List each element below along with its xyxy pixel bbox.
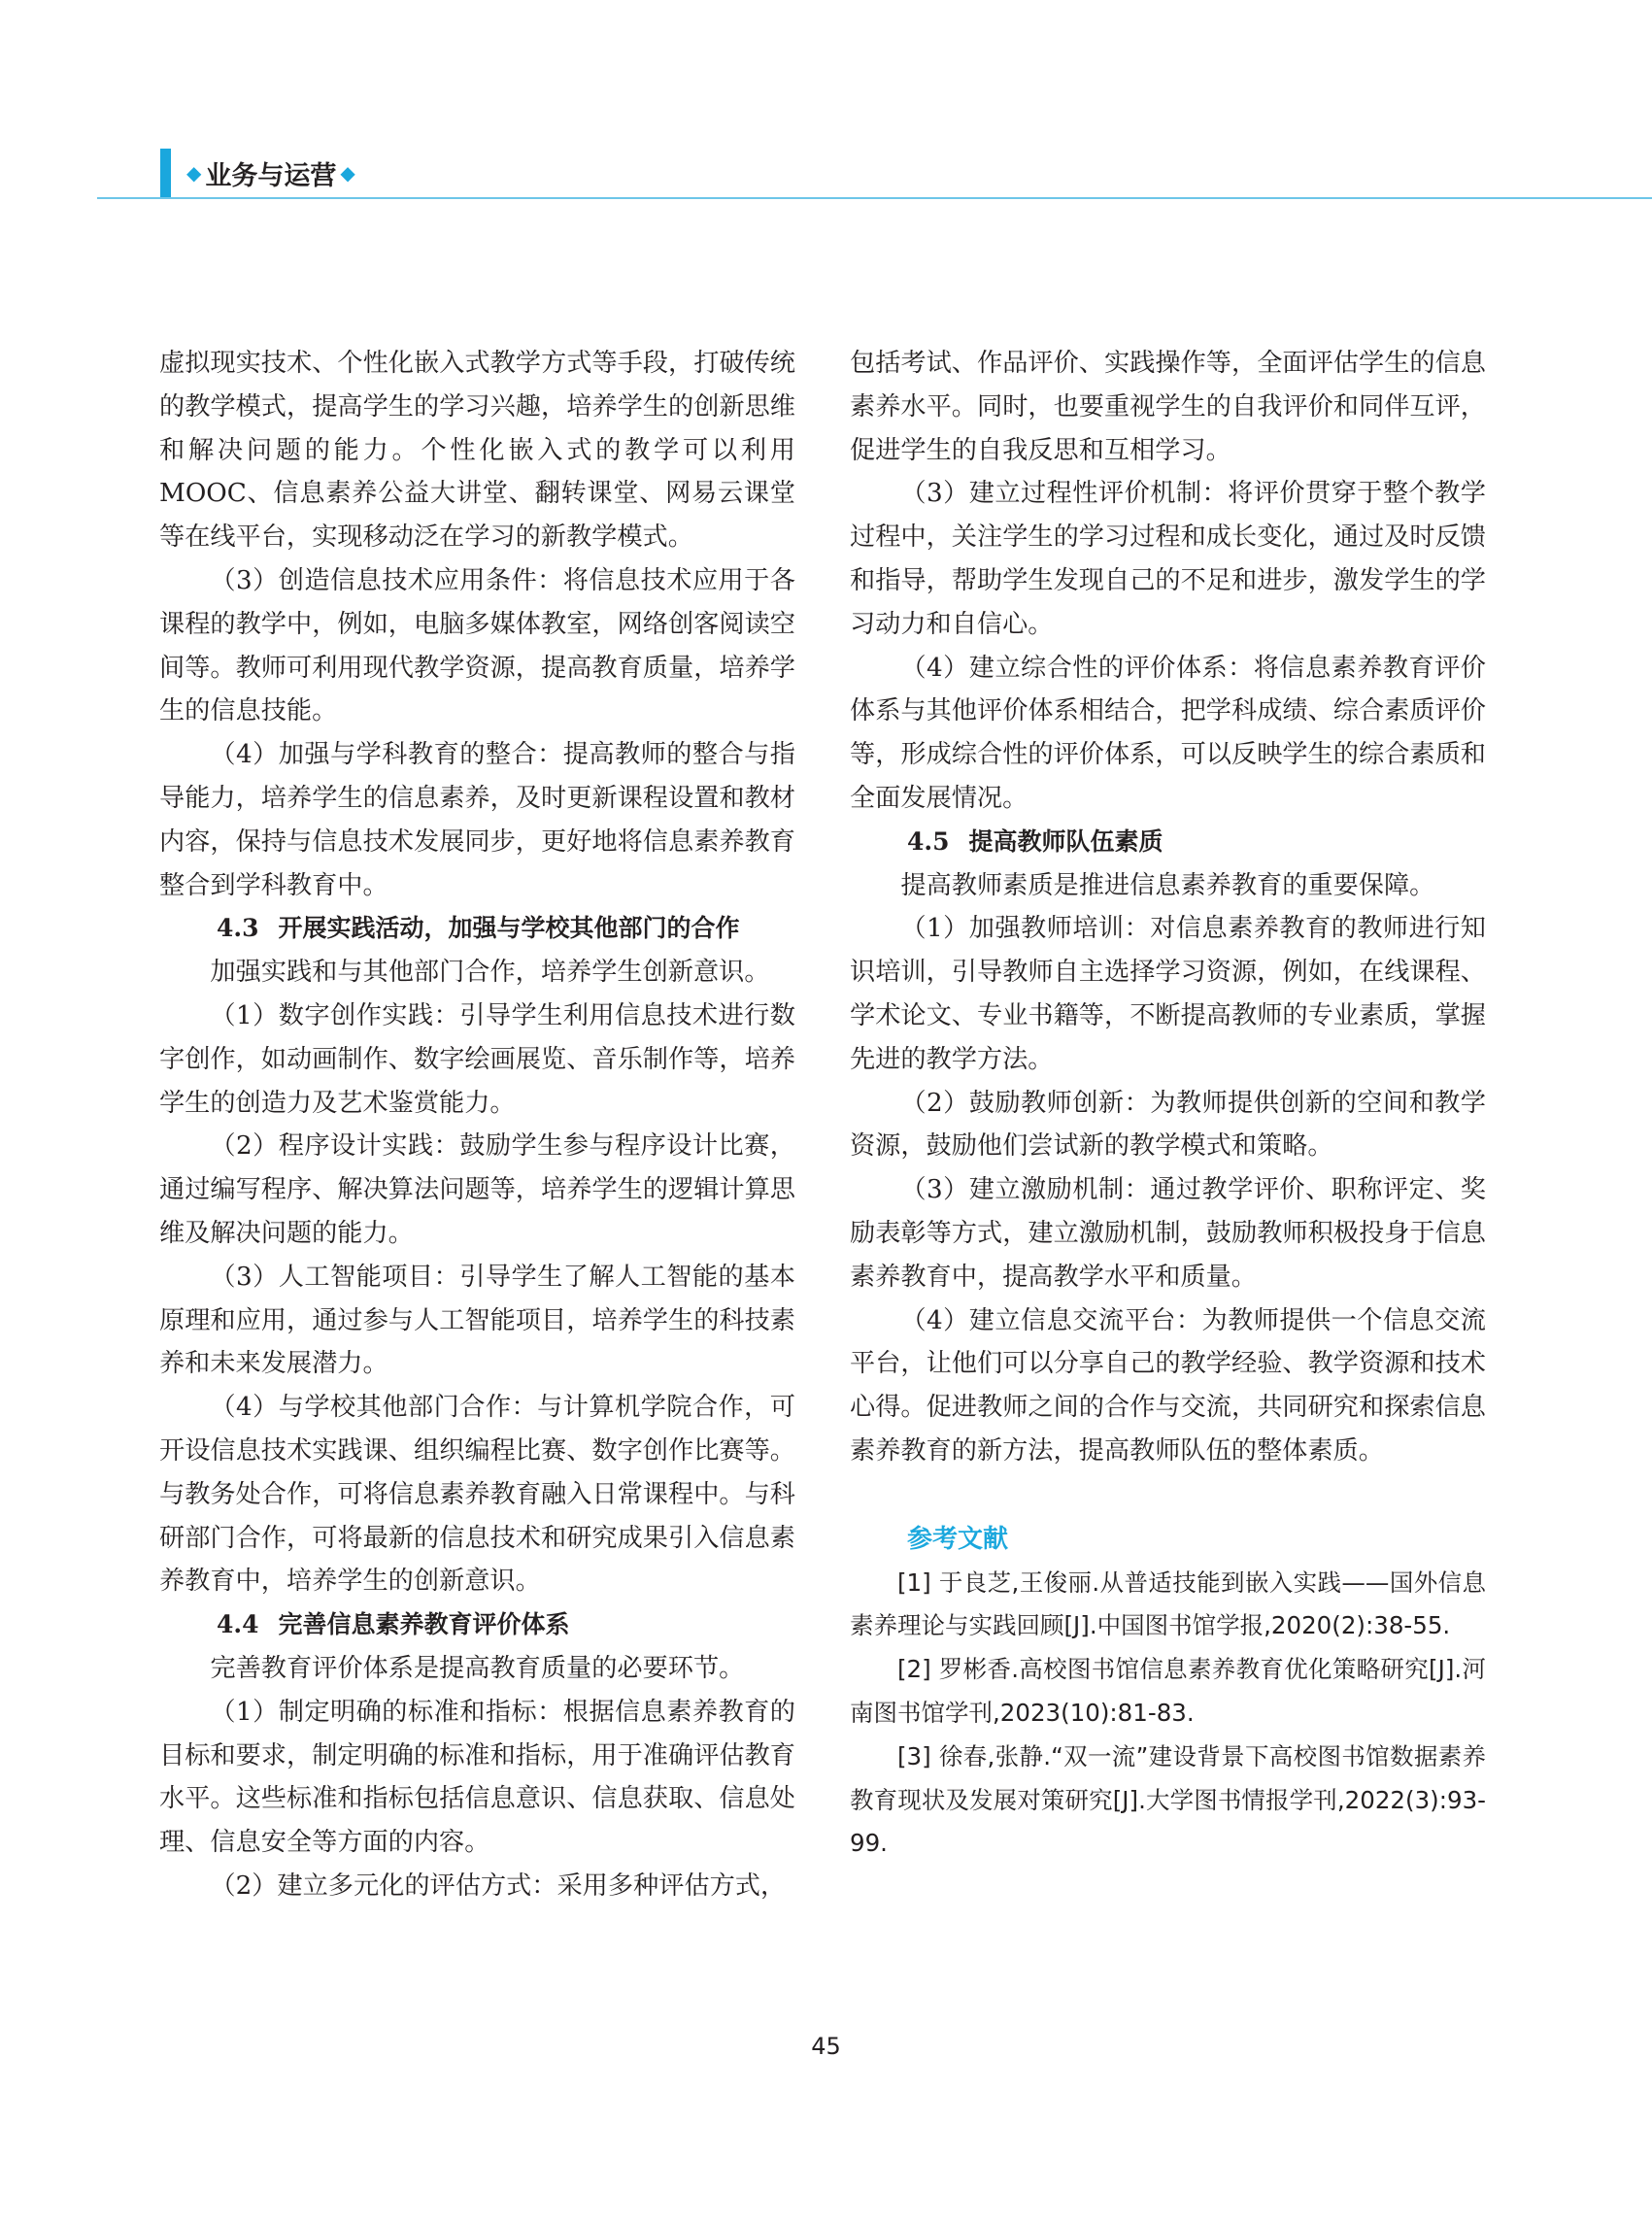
section-heading-text: 开展实践活动，加强与学校其他部门的合作 bbox=[278, 914, 740, 943]
paragraph: （4）与学校其他部门合作：与计算机学院合作，可开设信息技术实践课、组织编程比赛、数字创作比赛等。与教务处合作，可将信息素养教育融入日常课程中。与科研部门合作，可将最新的信息技术和研究成果引入信息素养教育中，培养学生的创新意识。 bbox=[159, 1393, 795, 1597]
section-heading-text: 提高教师队伍素质 bbox=[968, 826, 1163, 856]
header-divider bbox=[97, 197, 1652, 199]
paragraph: （2）程序设计实践：鼓励学生参与程序设计比赛，通过编写程序、解决算法问题等，培养学生的逻辑计算思维及解决问题的能力。 bbox=[159, 1131, 795, 1248]
section-tag-bar bbox=[160, 149, 171, 197]
paragraph: （3）创造信息技术应用条件：将信息技术应用于各课程的教学中，例如，电脑多媒体教室，网络创客阅读空间等。教师可利用现代教学资源，提高教育质量，培养学生的信息技能。 bbox=[159, 565, 795, 726]
paragraph: （3）建立激励机制：通过教学评价、职称评定、奖励表彰等方式，建立激励机制，鼓励教师积极投身于信息素养教育中，提高教学水平和质量。 bbox=[850, 1175, 1486, 1292]
right-column bbox=[850, 342, 1486, 1866]
paragraph: （1）制定明确的标准和指标：根据信息素养教育的目标和要求，制定明确的标准和指标，用于准确评估教育水平。这些标准和指标包括信息意识、信息获取、信息处理、信息安全等方面的内容。 bbox=[159, 1697, 795, 1858]
paragraph: 完善教育评价体系是提高教育质量的必要环节。 bbox=[210, 1653, 745, 1683]
reference-item: [2] 罗彬香.高校图书馆信息素养教育优化策略研究[J].河南图书馆学刊,2023(10):81-83. bbox=[850, 1655, 1486, 1727]
page-number: 45 bbox=[811, 2033, 841, 2060]
paragraph: （3）建立过程性评价机制：将评价贯穿于整个教学过程中，关注学生的学习过程和成长变化，通过及时反馈和指导，帮助学生发现自己的不足和进步，激发学生的学习动力和自信心。 bbox=[850, 479, 1486, 639]
paragraph: 提高教师素质是推进信息素养教育的重要保障。 bbox=[900, 870, 1435, 900]
section-title bbox=[183, 154, 359, 192]
section-heading-4-5 bbox=[850, 821, 1486, 864]
reference-item: [1] 于良芝,王俊丽.从普适技能到嵌入实践——国外信息素养理论与实践回顾[J].中国图书馆学报,2020(2):38-55. bbox=[850, 1568, 1486, 1640]
paragraph: （2）鼓励教师创新：为教师提供创新的空间和教学资源，鼓励他们尝试新的教学模式和策略。 bbox=[850, 1088, 1486, 1162]
paragraph: （4）建立综合性的评价体系：将信息素养教育评价体系与其他评价体系相结合，把学科成绩、综合素质评价等，形成综合性的评价体系，可以反映学生的综合素质和全面发展情况。 bbox=[850, 653, 1486, 813]
section-heading-text: 完善信息素养教育评价体系 bbox=[278, 1610, 570, 1639]
paragraph: （4）建立信息交流平台：为教师提供一个信息交流平台，让他们可以分享自己的教学经验、教学资源和技术心得。促进教师之间的合作与交流，共同研究和探索信息素养教育的新方法，提高教师队伍的整体素质。 bbox=[850, 1305, 1486, 1466]
paragraph: 加强实践和与其他部门合作，培养学生创新意识。 bbox=[210, 958, 770, 988]
paragraph: （4）加强与学科教育的整合：提高教师的整合与指导能力，培养学生的信息素养，及时更新课程设置和教材内容，保持与信息技术发展同步，更好地将信息素养教育整合到学科教育中。 bbox=[159, 740, 795, 900]
section-title-text: 业务与运营 bbox=[205, 160, 337, 191]
section-number: 4.3 bbox=[217, 914, 259, 943]
diamond-icon: ◆ bbox=[340, 161, 355, 185]
paragraph: （1）数字创作实践：引导学生利用信息技术进行数字创作，如动画制作、数字绘画展览、音乐制作等，培养学生的创造力及艺术鉴赏能力。 bbox=[159, 1000, 795, 1118]
section-heading-4-4 bbox=[159, 1603, 795, 1647]
diamond-icon: ◆ bbox=[186, 161, 202, 185]
paragraph: （3）人工智能项目：引导学生了解人工智能的基本原理和应用，通过参与人工智能项目，培养学生的科技素养和未来发展潜力。 bbox=[159, 1262, 795, 1379]
section-heading-4-3 bbox=[159, 907, 795, 951]
section-tag bbox=[160, 152, 359, 194]
paragraph: （1）加强教师培训：对信息素养教育的教师进行知识培训，引导教师自主选择学习资源，例如，在线课程、学术论文、专业书籍等，不断提高教师的专业素质，掌握先进的教学方法。 bbox=[850, 914, 1486, 1074]
paragraph: 虚拟现实技术、个性化嵌入式教学方式等手段，打破传统的教学模式，提高学生的学习兴趣，培养学生的创新思维和解决问题的能力。个性化嵌入式的教学可以利用MOOC、信息素养公益大讲堂、翻转课堂、网易云课堂等在线平台，实现移动泛在学习的新教学模式。 bbox=[159, 349, 795, 553]
references-heading: 参考文献 bbox=[907, 1524, 1009, 1554]
paragraph: 包括考试、作品评价、实践操作等，全面评估学生的信息素养水平。同时，也要重视学生的自我评价和同伴互评，促进学生的自我反思和互相学习。 bbox=[850, 349, 1486, 465]
reference-item: [3] 徐春,张静.“双一流”建设背景下高校图书馆数据素养教育现状及发展对策研究[J].大学图书情报学刊,2022(3):93-99. bbox=[850, 1741, 1486, 1858]
left-column bbox=[159, 342, 795, 1908]
section-number: 4.4 bbox=[217, 1610, 259, 1639]
paragraph: （2）建立多元化的评估方式：采用多种评估方式， bbox=[210, 1871, 787, 1901]
section-number: 4.5 bbox=[907, 826, 950, 856]
